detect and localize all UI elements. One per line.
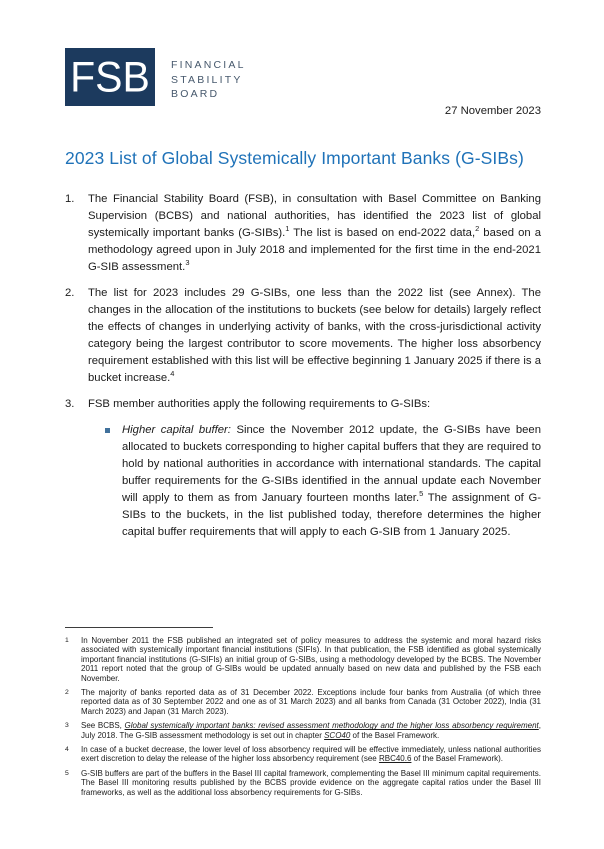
footnote-2-number: 2 — [65, 689, 69, 697]
footnote-5 — [65, 769, 541, 797]
paragraph-2-number: 2. — [65, 287, 75, 299]
paragraph-3-text: FSB member authorities apply the following requirements to G-SIBs: — [88, 398, 431, 410]
paragraph-3 — [65, 396, 541, 413]
footnote-5-number: 5 — [65, 769, 69, 777]
footnote-3-bcbs-paper-link[interactable]: Global systemically important banks: revised assessment methodology and the higher loss absorbency requirement — [124, 721, 539, 731]
paragraph-2 — [65, 285, 541, 387]
paragraph-1 — [65, 191, 541, 276]
fsb-wordmark-line3: BOARD — [171, 88, 220, 100]
document-date: 27 November 2023 — [444, 105, 541, 117]
footnote-ref-5: 5 — [419, 489, 424, 499]
fsb-wordmark-line2: STABILITY — [171, 73, 243, 86]
footnote-4-rbc40-link[interactable]: RBC40.6 — [378, 754, 412, 764]
fsb-logo-mark — [65, 48, 155, 106]
bullet-square-icon — [105, 428, 110, 433]
footnote-ref-2: 2 — [475, 224, 480, 234]
paragraph-3-number: 3. — [65, 398, 75, 410]
footnote-1 — [65, 636, 541, 683]
document-body — [65, 191, 541, 541]
footnote-2 — [65, 688, 541, 716]
header — [65, 48, 541, 106]
fsb-wordmark-line1: FINANCIAL — [171, 59, 246, 71]
footnote-5-text: G-SIB buffers are part of the buffers in the Basel III capital framework, complementing the Basel III minimum capital requirements. The Basel III monitoring results published by the BCBS provide evidence on the aggregate capital ratios under the Basel III frameworks, as well as the additional loss absorbency requirements for G-SIBs. — [81, 768, 541, 797]
bullet-item-higher-capital-buffer — [105, 422, 541, 541]
page-title: 2023 List of Global Systemically Important Banks (G-SIBs) — [65, 148, 524, 168]
footnote-separator — [65, 627, 213, 628]
footnote-ref-1: 1 — [285, 224, 290, 234]
footnote-3-sco40-link[interactable]: SCO40 — [324, 730, 351, 740]
footnotes-section — [65, 636, 541, 797]
footnote-3-number: 3 — [65, 722, 69, 730]
footnote-4-text: In case of a bucket decrease, the lower level of loss absorbency required will be effective immediately, unless national authorities exert discretion to delay the release of the higher loss absorbency requirement (see RBC40.6 of the Basel Framework). — [81, 745, 541, 764]
footnote-1-number: 1 — [65, 637, 69, 644]
footnote-4-number: 4 — [65, 746, 69, 754]
footnote-1-text: In November 2011 the FSB published an integrated set of policy measures to address the systemic and moral hazard risks associated with systemically important financial institutions (SIFIs). In that publication, the FSB identified as global systemically important financial institutions (G-SIFIs) an initial group of G-SIBs, using a methodology developed by the BCBS. The November 2011 report noted that the group of G-SIBs would be updated annually based on new data and published by the FSB each November. — [81, 636, 541, 683]
paragraph-1-number: 1. — [65, 193, 75, 205]
footnote-ref-3: 3 — [185, 258, 190, 268]
paragraph-2-text: The list for 2023 includes 29 G-SIBs, one less than the 2022 list (see Annex). The changes in the allocation of the institutions to buckets (see below for details) largely reflect the effects of changes in underlying activity of banks, with the cross-jurisdictional activity category being the largest contributor to score movements. The higher loss absorbency requirement established with this list will be effective beginning 1 January 2025 if there is a bucket increase.$^4$ — [88, 287, 541, 384]
footnote-ref-4: 4 — [170, 369, 175, 379]
fsb-logo-wordmark — [171, 48, 246, 102]
bullet-item-text: Higher capital buffer: Since the November 2012 update, the G-SIBs have been allocated to buckets corresponding to higher capital buffers that they are required to hold by national authorities in accordance with international standards. The capital buffer requirements for the G-SIBs identified in the annual update each November will apply to them as from January fourteen months later.$^5$ The assignment of G-SIBs to the buckets, in the list published today, therefore determines the higher capital buffer requirements that will apply to each G-SIB from 1 January 2025. — [122, 424, 542, 538]
fsb-logo-acronym: FSB — [70, 52, 150, 101]
paragraph-1-text: The Financial Stability Board (FSB), in consultation with Basel Committee on Banking Supervision (BCBS) and national authorities, has identified the 2023 list of global systemically important banks (G-SIBs).$^1$ The list is based on end-2022 data,$^2$ based on a methodology agreed upon in July 2018 and implemented for the first time in the end-2021 G-SIB assessment.$^3$ — [88, 193, 541, 273]
footnote-3 — [65, 721, 541, 740]
footnote-4 — [65, 745, 541, 764]
footnote-3-text: See BCBS, Global systemically important banks: revised assessment methodology and the higher loss absorbency requirement, July 2018. The G-SIB assessment methodology is set out in chapter SCO40 of the Basel Framework. — [81, 721, 542, 740]
footnote-2-text: The majority of banks reported data as of 31 December 2022. Exceptions include four banks from Australia (of which three reported data as of 30 September 2022 and one as of 31 March 2023) and all banks from Canada (31 October 2022), India (31 March 2023) and Japan (31 March 2023). — [81, 688, 541, 716]
